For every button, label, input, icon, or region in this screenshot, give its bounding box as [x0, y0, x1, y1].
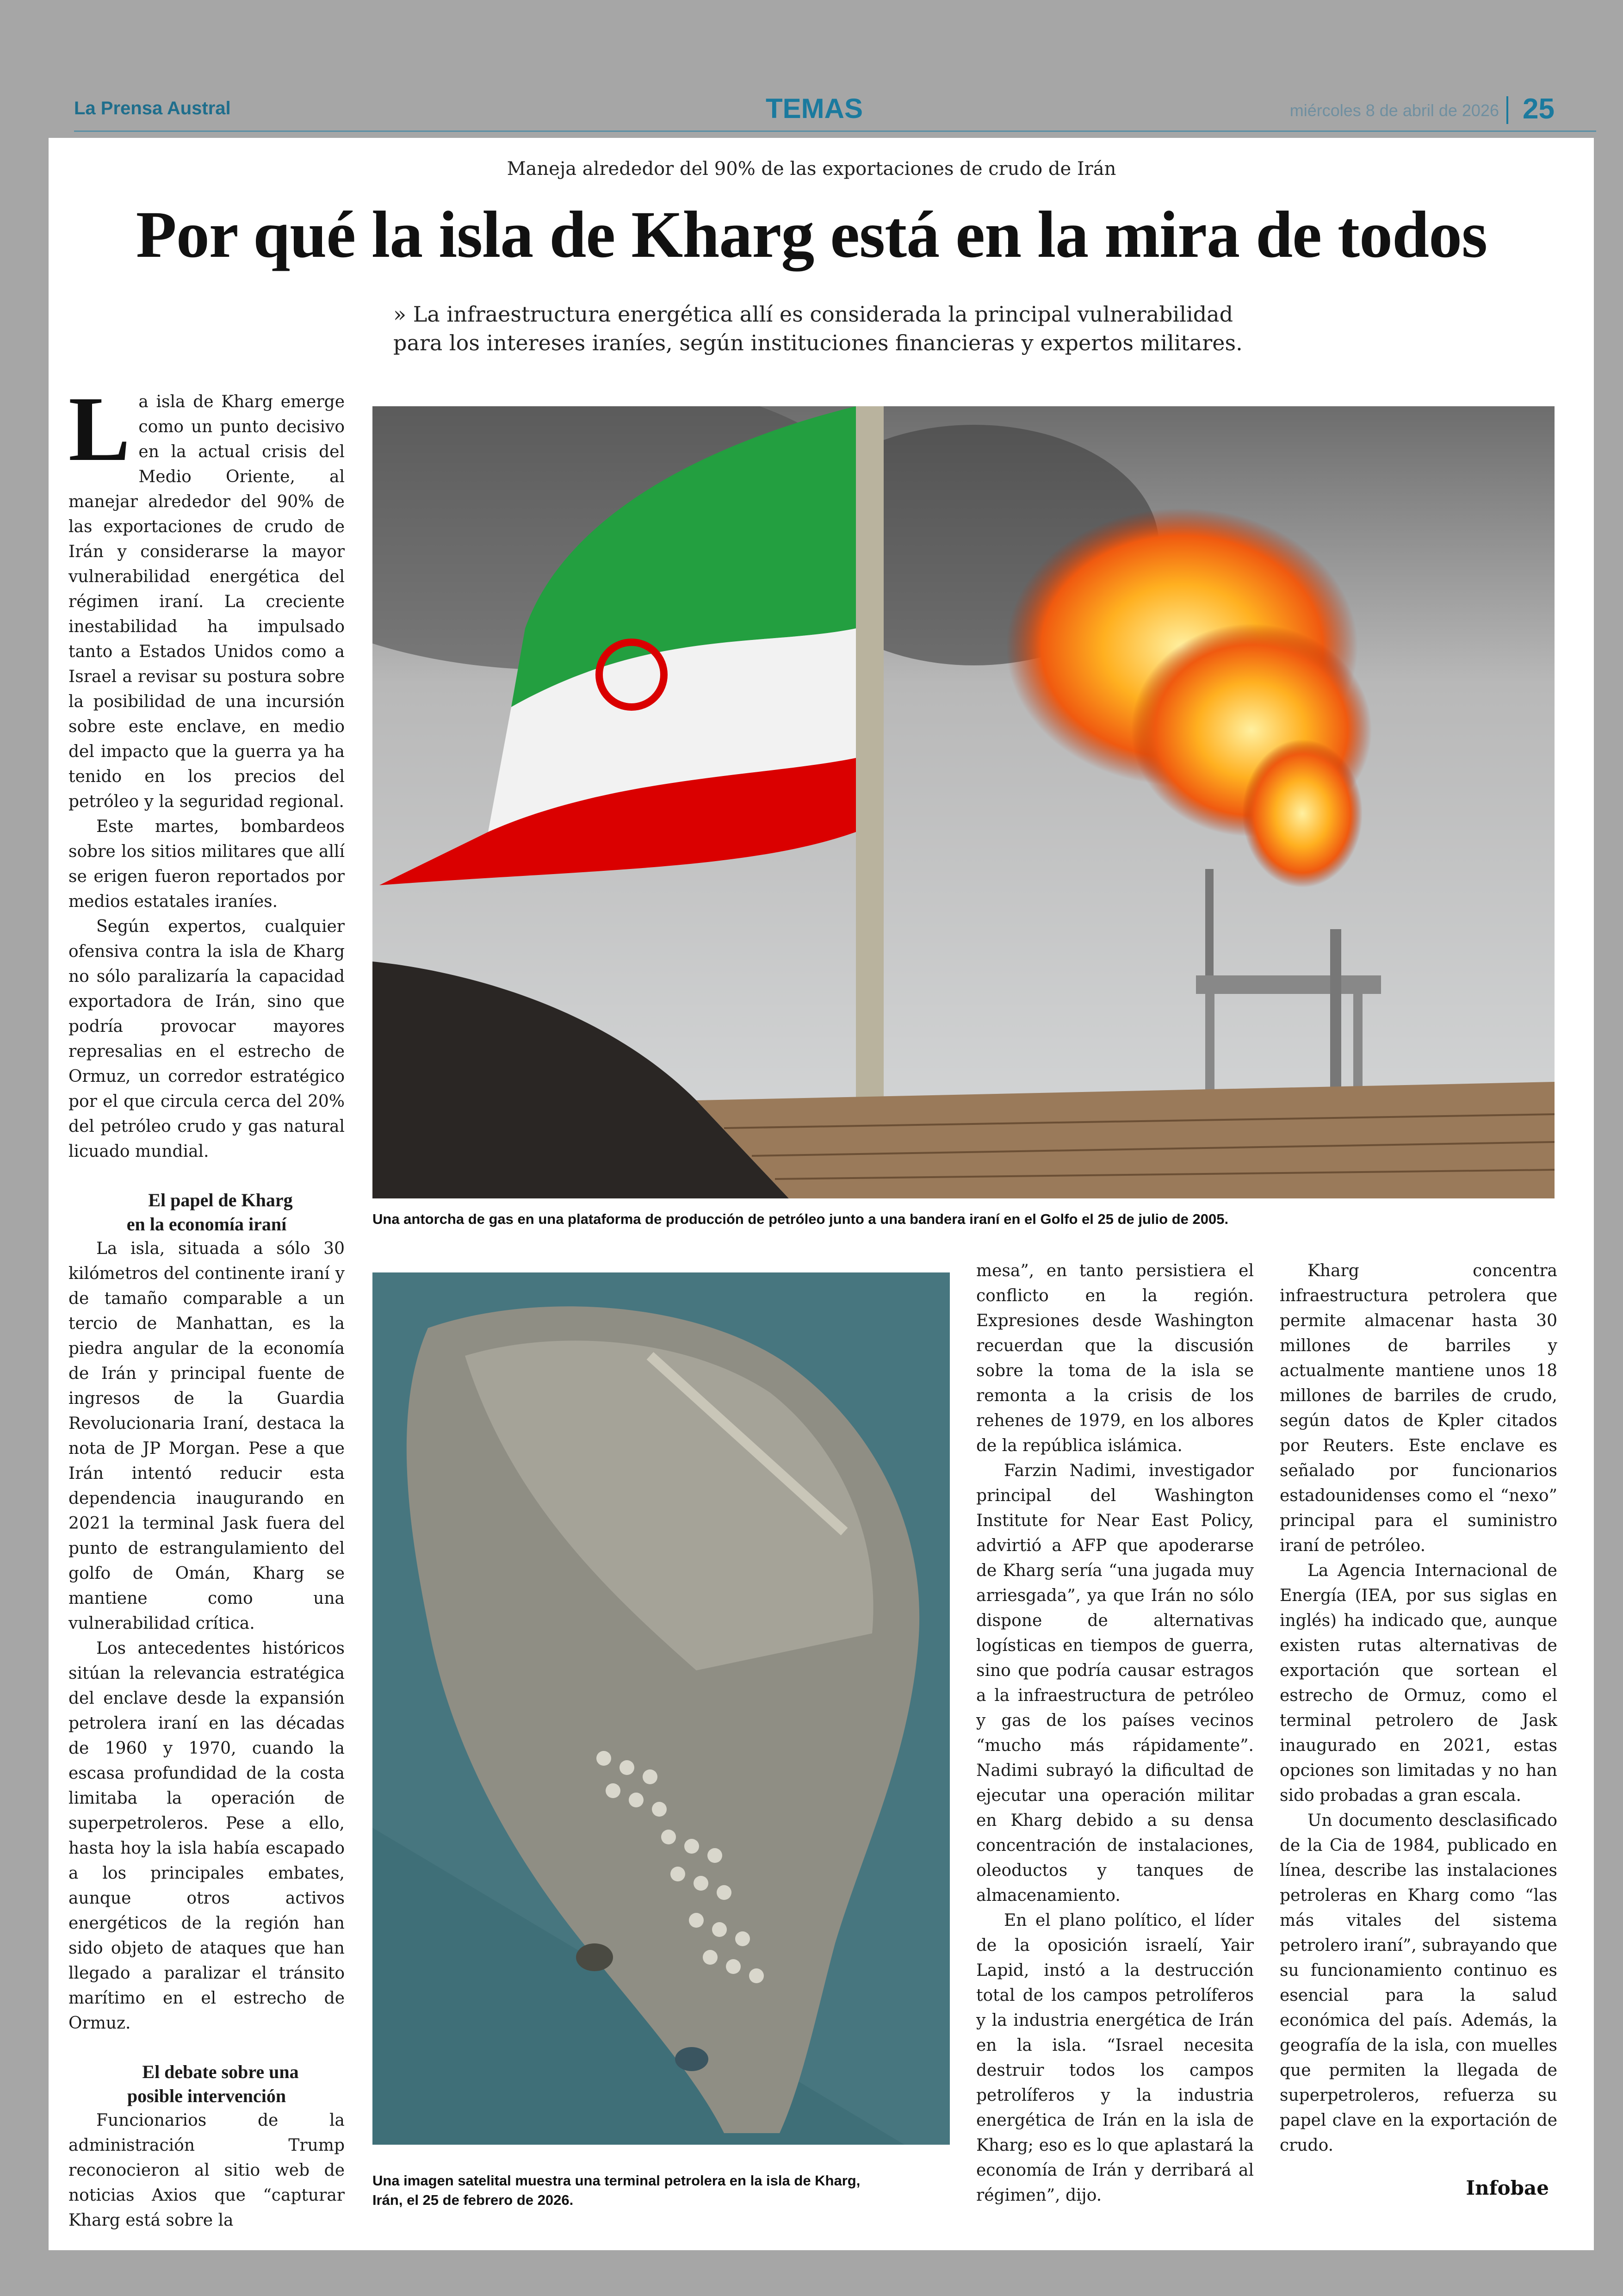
photo-caption-flag: Una antorcha de gas en una plataforma de producción de petróleo junto a una bandera iraní en el Golfo el 25 de julio de 2005.: [372, 1211, 1229, 1227]
article-headline: Por qué la isla de Kharg está en la mira de todos: [136, 198, 1487, 272]
paragraph: Farzin Nadimi, investigador principal del Washington Institute for Near East Policy, advirtió a AFP que apoderarse de Kharg sería “una jugada muy arriesgada”, ya que Irán no sólo dispone de alternativas logísticas en tiempos de guerra, sino que podría causar estragos a la infraestructura de petróleo y gas de los países vecinos “mucho más rápidamente”. Nadimi subrayó la dificultad de ejecutar una operación militar en Kharg debido a su densa concentración de instalaciones, oleoductos y tanques de almacenamiento.: [976, 1461, 1254, 1905]
satellite-photo: [372, 1272, 950, 2145]
publication-name: La Prensa Austral: [74, 98, 231, 118]
paragraph: Según expertos, cualquier ofensiva contra la isla de Kharg no sólo paralizaría la capacidad exportadora de Irán, sino que podría provocar mayores represalias en el estrecho de Ormuz, un corredor estratégico por el que circula cerca del 20% del petróleo crudo y gas natural licuado mundial.: [68, 917, 345, 1161]
article-deck: [393, 300, 1272, 357]
paragraph: Los antecedentes históricos sitúan la relevancia estratégica del enclave desde la expansión petrolera iraní en las décadas de 1960 y 1970, cuando la escasa profundidad de la costa limitaba la operación de superpetroleros. Pese a ello, hasta hoy la isla había escapado a los principales embates, aunque otros activos energéticos de la región han sido objeto de ataques que han llegado a paralizar el tránsito marítimo en el estrecho de Ormuz.: [68, 1639, 345, 2033]
header-divider: [1506, 96, 1508, 124]
issue-date: miércoles 8 de abril de 2026: [1289, 101, 1499, 120]
photo-caption-satellite: Una imagen satelital muestra una terminal petrolera en la isla de Kharg, Irán, el 25 de febrero de 2026.: [372, 2172, 861, 2208]
article-column-4: [1280, 1259, 1557, 2158]
subheading-intervention: El debate sobre una posible intervención: [127, 2061, 299, 2106]
source-credit: Infobae: [1466, 2177, 1549, 2199]
deck-line-1: » La infraestructura energética allí es considerada la principal vulnerabilidad: [393, 302, 1233, 327]
paragraph: Funcionarios de la administración Trump reconocieron al sitio web de noticias Axios que “capturar Kharg está sobre la: [68, 2111, 345, 2230]
paragraph: En el plano político, el líder de la oposición israelí, Yair Lapid, instó a la destrucción total de los campos petrolíferos y la industria energética de Irán en la isla. “Israel necesita destruir todos los campos petrolíferos y la industria energética de Irán en la isla de Kharg; eso es lo que aplastará la economía de Irán y derribará al régimen”, dijo.: [976, 1911, 1254, 2205]
kharg-island-illustration: [372, 1272, 950, 2145]
article-column-3: [976, 1259, 1254, 2208]
paragraph: Un documento desclasificado de la Cia de 1984, publicado en línea, describe las instalaciones petroleras en Kharg como “las más vitales del sistema petrolero iraní”, subrayando que su funcionamiento continuo es esencial para la salud económica del país. Además, la geografía de la isla, con muelles que permiten la llegada de superpetroleros, refuerza su papel clave en la exportación de crudo.: [1280, 1811, 1557, 2155]
page-number: 25: [1523, 93, 1555, 125]
drop-cap: L: [68, 378, 130, 480]
page-header: [74, 93, 1555, 130]
header-rule: [74, 130, 1596, 132]
flag-flare-photo: [372, 406, 1555, 1198]
flag-flare-illustration: [372, 406, 1555, 1198]
article-column-1: [68, 378, 345, 2233]
subheading-economy: El papel de Kharg en la economía iraní: [126, 1190, 293, 1235]
article-kicker: Maneja alrededor del 90% de las exportaciones de crudo de Irán: [507, 158, 1116, 180]
paragraph: La Agencia Internacional de Energía (IEA, por sus siglas en inglés) ha indicado que, aunque existen rutas alternativas de exportación que sortean el estrecho de Ormuz, como el terminal petrolero de Jask inaugurado en 2021, estas opciones son limitadas y no han sido probadas a gran escala.: [1280, 1561, 1557, 1805]
intro-paragraph: La isla de Kharg emerge como un punto decisivo en la actual crisis del Medio Oriente, al manejar alrededor del 90% de las exportaciones de crudo de Irán y considerarse la mayor vulnerabilidad energética del régimen iraní. La creciente inestabilidad ha impulsado tanto a Estados Unidos como a Israel a revisar su postura sobre la posibilidad de una incursión sobre este enclave, en medio del impacto que la guerra ya ha tenido en los precios del petróleo y la seguridad regional.: [68, 378, 345, 811]
deck-line-2: para los intereses iraníes, según instituciones financieras y expertos militares.: [393, 330, 1243, 355]
paragraph: La isla, situada a sólo 30 kilómetros del continente iraní y de tamaño comparable a un tercio de Manhattan, es la piedra angular de la economía de Irán y principal fuente de ingresos de la Guardia Revolucionaria Iraní, destaca la nota de JP Morgan. Pese a que Irán intentó reducir esta dependencia inaugurando en 2021 la terminal Jask fuera del punto de estrangulamiento del golfo de Omán, Kharg se mantiene como una vulnerabilidad crítica.: [68, 1239, 345, 1633]
paragraph: Este martes, bombardeos sobre los sitios militares que allí se erigen fueron reportados por medios estatales iraníes.: [68, 817, 345, 911]
paragraph: Kharg concentra infraestructura petrolera que permite almacenar hasta 30 millones de barriles y actualmente mantiene unos 18 millones de barriles de crudo, según datos de Kpler citados por Reuters. Este enclave es señalado por funcionarios estadounidenses como el “nexo” principal para el suministro iraní de petróleo.: [1280, 1261, 1557, 1555]
section-title: TEMAS: [766, 93, 863, 124]
paragraph: mesa”, en tanto persistiera el conflicto en la región. Expresiones desde Washington recuerdan que la discusión sobre la toma de la isla se remonta a la crisis de los rehenes de 1979, en los albores de la república islámica.: [976, 1261, 1254, 1455]
